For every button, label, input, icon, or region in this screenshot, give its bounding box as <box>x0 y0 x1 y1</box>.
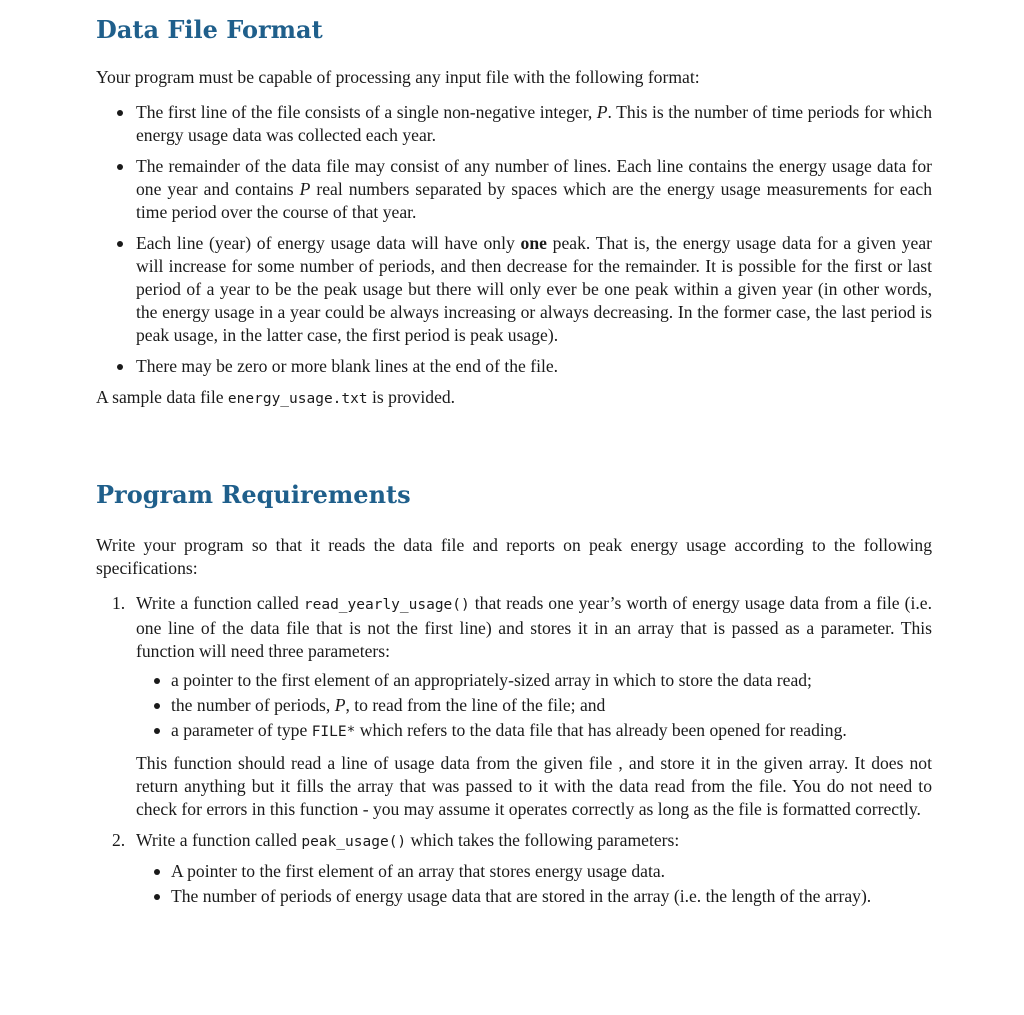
parameter-list <box>136 860 932 908</box>
parameter-item: The number of periods of energy usage data that are stored in the array (i.e. the length of the array). <box>136 885 932 908</box>
format-intro: Your program must be capable of processing any input file with the following format: <box>96 67 700 87</box>
parameter-item: the number of periods, P, to read from the line of the file; and <box>136 694 932 717</box>
data-file-format-body <box>96 66 932 411</box>
function-name-peak-usage: peak_usage() <box>301 834 407 850</box>
sample-file-name: energy_usage.txt <box>227 391 368 407</box>
program-requirements-body <box>96 534 932 916</box>
requirements-intro: Write your program so that it reads the data file and reports on peak energy usage according to the following specifications: <box>96 535 932 578</box>
requirement-number: 2. <box>112 830 126 850</box>
format-bullet-list <box>96 101 932 378</box>
sample-file-note: A sample data file energy_usage.txt is provided. <box>96 387 456 407</box>
parameter-item: a parameter of type FILE* which refers to the data file that has already been opened for reading. <box>136 719 932 744</box>
requirement-item-1: 1. Write a function called read_yearly_usage() that reads one year’s worth of energy usage data from a file (i.e. one line of the data file that is not the first line) and stores it in an array that is passed as a parameter. This function will need three parameters: a pointer to the first element of an appropriately-sized array in which to store the data read; the number of periods, P, to read from the line of the file; and a parameter of type FILE* which refers to the data file that has already been opened for reading. This function should read a line of usage data from the given file , and store it in the given array. It does not return anything but it fills the array that was passed to it with the data read from the file. You do not need to check for errors in this function - you may assume it operates correctly as long as the file is formatted correctly. <box>112 593 932 819</box>
format-bullet-1: The first line of the file consists of a single non-negative integer, P. This is the number of time periods for which energy usage data was collected each year. <box>96 101 932 147</box>
parameter-item: A pointer to the first element of an array that stores energy usage data. <box>136 860 932 883</box>
requirement-description: This function should read a line of usage data from the given file , and store it in the given array. It does not return anything but it fills the array that was passed to it with the data read from the file. You do not need to check for errors in this function - you may assume it operates correctly as long as the file is formatted correctly. <box>136 753 932 819</box>
requirements-list <box>96 592 932 908</box>
section-heading-data-file-format: Data File Format <box>96 15 323 44</box>
parameter-list <box>136 669 932 744</box>
section-heading-program-requirements: Program Requirements <box>96 480 411 509</box>
parameter-item: a pointer to the first element of an appropriately-sized array in which to store the data read; <box>136 669 932 692</box>
function-name-read-yearly-usage: read_yearly_usage() <box>303 597 470 613</box>
format-bullet-4: There may be zero or more blank lines at the end of the file. <box>96 355 932 378</box>
format-bullet-3: Each line (year) of energy usage data will have only one peak. That is, the energy usage data for a given year will increase for some number of periods, and then decrease for the remainder. It is possible for the first or last period of a year to be the peak usage but there will only ever be one peak within a given year (in other words, the energy usage in a year could be always increasing or always decreasing. In the former case, the last period is peak usage, in the latter case, the first period is peak usage). <box>96 232 932 347</box>
requirement-item-2: 2. Write a function called peak_usage() which takes the following parameters: A pointer to the first element of an array that stores energy usage data. The number of periods of energy usage data that are stored in the array (i.e. the length of the array). <box>96 829 932 908</box>
format-bullet-2: The remainder of the data file may consist of any number of lines. Each line contains the energy usage data for one year and contains P real numbers separated by spaces which are the energy usage measurements for each time period over the course of that year. <box>96 155 932 224</box>
requirement-number: 1. <box>112 593 126 613</box>
